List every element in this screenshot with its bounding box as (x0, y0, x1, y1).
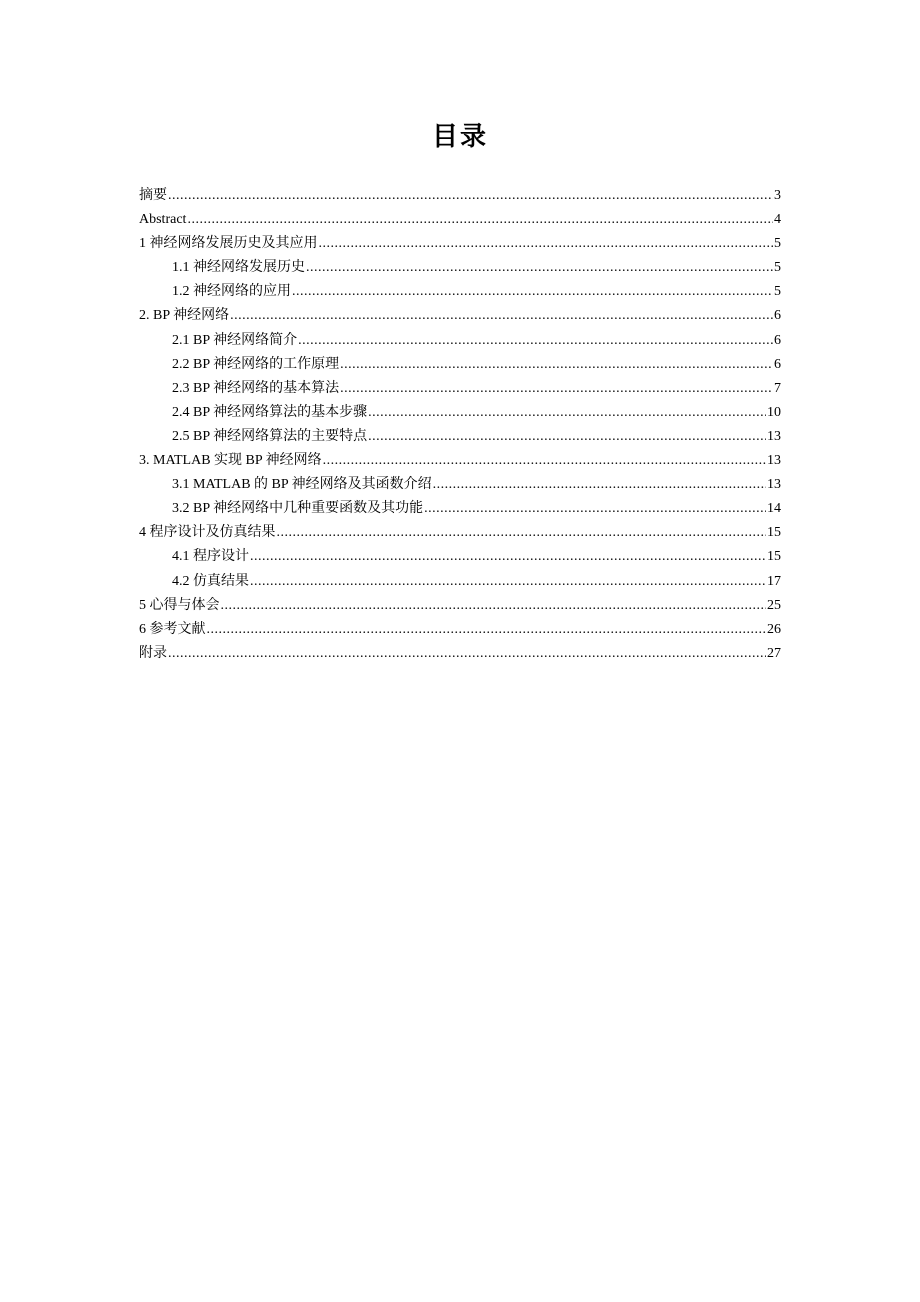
toc-entry-label: Abstract (139, 212, 187, 228)
toc-entry[interactable] (139, 618, 781, 642)
toc-entry[interactable] (139, 497, 781, 521)
toc-entry-label: 附录 (139, 645, 167, 661)
toc-entry-label: 3.1 MATLAB 的 BP 神经网络及其函数介绍 (172, 477, 432, 493)
toc-entry-page-number: 6 (774, 332, 781, 348)
toc-entry-label: 3.2 BP 神经网络中几种重要函数及其功能 (172, 501, 424, 517)
toc-entry-label: 2.5 BP 神经网络算法的主要特点 (172, 428, 368, 444)
toc-entry-label: 4.1 程序设计 (172, 549, 249, 565)
toc-entry[interactable] (139, 256, 781, 280)
toc-entry[interactable] (139, 642, 781, 666)
toc-dot-leader (207, 618, 767, 642)
toc-entry-label: 2.4 BP 神经网络算法的基本步骤 (172, 404, 368, 420)
page-title: 目录 (431, 122, 488, 152)
toc-entry-page-number: 13 (767, 477, 781, 493)
toc-entry-label: 2.3 BP 神经网络的基本算法 (172, 380, 340, 396)
table-of-contents (139, 184, 781, 666)
toc-dot-leader (433, 473, 766, 497)
toc-entry[interactable] (139, 280, 781, 304)
toc-dot-leader (424, 497, 766, 521)
toc-entry-label: 2.1 BP 神经网络简介 (172, 332, 298, 348)
toc-entry-page-number: 6 (774, 308, 781, 324)
toc-dot-leader (221, 594, 767, 618)
toc-dot-leader (368, 425, 766, 449)
toc-dot-leader (298, 329, 773, 353)
toc-entry[interactable] (139, 329, 781, 353)
toc-entry-label: 摘要 (139, 188, 167, 203)
toc-entry[interactable] (139, 304, 781, 328)
toc-entry-label: 6 参考文献 (139, 621, 206, 637)
toc-dot-leader (306, 256, 773, 280)
toc-entry[interactable] (139, 570, 781, 594)
toc-dot-leader (292, 280, 773, 304)
toc-entry-label: 1.2 神经网络的应用 (172, 284, 291, 300)
toc-entry-label: 2. BP 神经网络 (139, 308, 230, 324)
toc-entry-label: 3. MATLAB 实现 BP 神经网络 (139, 453, 322, 469)
toc-entry-page-number: 10 (767, 404, 781, 420)
toc-entry-label: 1 神经网络发展历史及其应用 (139, 236, 318, 252)
toc-dot-leader (250, 545, 766, 569)
toc-entry-page-number: 13 (767, 453, 781, 469)
toc-entry-page-number: 4 (774, 212, 781, 228)
toc-entry-page-number: 5 (774, 260, 781, 276)
toc-entry-page-number: 17 (767, 573, 781, 589)
toc-entry-page-number: 26 (767, 621, 781, 637)
toc-entry-label: 1.1 神经网络发展历史 (172, 260, 305, 276)
toc-entry-page-number: 27 (767, 645, 781, 661)
toc-dot-leader (250, 570, 766, 594)
toc-entry-label: 4 程序设计及仿真结果 (139, 525, 276, 541)
toc-entry-label: 2.2 BP 神经网络的工作原理 (172, 356, 340, 372)
toc-dot-leader (277, 521, 767, 545)
toc-entry-page-number: 5 (774, 284, 781, 300)
toc-entry-page-number: 25 (767, 597, 781, 613)
toc-entry-label: 5 心得与体会 (139, 597, 220, 613)
toc-entry[interactable] (139, 449, 781, 473)
toc-entry-page-number: 14 (767, 501, 781, 517)
toc-entry-page-number: 15 (767, 525, 781, 541)
toc-entry[interactable] (139, 184, 781, 208)
toc-entry[interactable] (139, 232, 781, 256)
toc-entry-page-number: 15 (767, 549, 781, 565)
toc-dot-leader (168, 184, 773, 208)
toc-entry[interactable] (139, 353, 781, 377)
toc-entry-page-number: 6 (774, 356, 781, 372)
toc-entry-page-number: 3 (774, 188, 781, 203)
toc-dot-leader (340, 353, 773, 377)
toc-entry[interactable] (139, 401, 781, 425)
toc-entry[interactable] (139, 521, 781, 545)
toc-dot-leader (168, 642, 766, 666)
toc-entry[interactable] (139, 473, 781, 497)
toc-dot-leader (319, 232, 774, 256)
toc-dot-leader (230, 304, 773, 328)
toc-entry-label: 4.2 仿真结果 (172, 573, 249, 589)
toc-entry[interactable] (139, 208, 781, 232)
toc-entry[interactable] (139, 594, 781, 618)
toc-dot-leader (187, 208, 773, 232)
toc-entry[interactable] (139, 377, 781, 401)
toc-entry[interactable] (139, 545, 781, 569)
toc-dot-leader (368, 401, 766, 425)
toc-entry[interactable] (139, 425, 781, 449)
toc-entry-page-number: 13 (767, 428, 781, 444)
toc-dot-leader (340, 377, 773, 401)
toc-dot-leader (323, 449, 766, 473)
toc-entry-page-number: 5 (774, 236, 781, 252)
toc-entry-page-number: 7 (774, 380, 781, 396)
